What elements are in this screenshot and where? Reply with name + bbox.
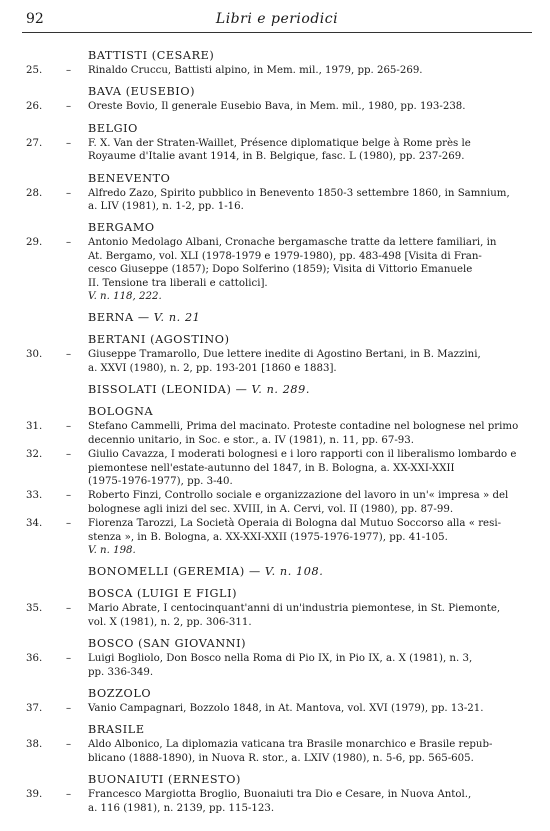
entry-text	[88, 64, 532, 77]
entry-line: bolognese agli inizi del sec. XVIII, in A. Cervi, vol. II (1980), pp. 87-99.	[88, 503, 454, 515]
entry-line: II. Tensione tra liberali e cattolici].	[88, 277, 268, 289]
bibliography-entry	[22, 738, 532, 765]
entry-number: 28.	[26, 187, 43, 199]
section-heading-text: BISSOLATI (LEONIDA)	[88, 383, 232, 397]
bibliography-section	[22, 586, 532, 629]
entry-line: Roberto Finzi, Controllo sociale e organizzazione del lavoro in un'« impresa » del	[88, 490, 509, 502]
running-title: Libri e periodici	[215, 11, 339, 27]
section-heading	[88, 772, 532, 787]
entry-number: 33.	[26, 490, 43, 502]
section-heading	[88, 332, 532, 347]
page-header	[22, 8, 532, 33]
bibliography-section	[22, 332, 532, 375]
cross-reference: — V. n. 108.	[244, 565, 324, 579]
entry-number: 36.	[26, 653, 43, 665]
entry-line: Royaume d'Italie avant 1914, in B. Belgique, fasc. L (1980), pp. 237-269.	[88, 151, 465, 163]
entry-line: Luigi Bogliolo, Don Bosco nella Roma di Pio IX, in Pio IX, a. X (1981), n. 3,	[88, 653, 473, 665]
bibliography-section	[22, 686, 532, 715]
entry-text	[88, 602, 532, 629]
bibliography-entry	[22, 420, 532, 447]
entry-number: 34.	[26, 518, 43, 530]
section-heading	[88, 404, 532, 419]
entry-text	[88, 187, 532, 214]
entry-line: Vanio Campagnari, Bozzolo 1848, in At. Mantova, vol. XVI (1979), pp. 13-21.	[88, 702, 484, 714]
bibliography-entry	[22, 448, 532, 488]
entry-number: 35.	[26, 603, 43, 615]
section-heading	[88, 636, 532, 651]
bibliography-entry	[22, 236, 532, 303]
bibliography-section	[22, 722, 532, 765]
bibliography-section	[22, 636, 532, 679]
section-heading	[88, 382, 532, 397]
page-number: 92	[26, 11, 44, 27]
entry-line: Francesco Margiotta Broglio, Buonaiuti tra Dio e Cesare, in Nuova Antol.,	[88, 789, 472, 801]
entry-text	[88, 236, 532, 303]
entry-number: 37.	[26, 702, 43, 714]
entry-dash: –	[66, 702, 72, 714]
entry-line: V. n. 118, 222.	[88, 291, 162, 303]
bibliography-entry	[22, 100, 532, 113]
entry-line: a. XXVI (1980), n. 2, pp. 193-201 [1860 e 1883].	[88, 362, 337, 374]
cross-reference: — V. n. 21	[133, 311, 201, 325]
bibliography-list	[22, 48, 532, 822]
entry-line: vol. X (1981), n. 2, pp. 306-311.	[88, 616, 252, 628]
bibliography-section	[22, 382, 532, 397]
entry-line: Oreste Bovio, Il generale Eusebio Bava, in Mem. mil., 1980, pp. 193-238.	[88, 101, 466, 113]
entry-dash: –	[66, 789, 72, 801]
bibliography-entry	[22, 489, 532, 516]
section-heading	[88, 48, 532, 63]
entry-dash: –	[66, 237, 72, 249]
entry-dash: –	[66, 187, 72, 199]
entry-dash: –	[66, 101, 72, 113]
entry-text	[88, 738, 532, 765]
entry-line: Aldo Albonico, La diplomazia vaticana tra Brasile monarchico e Brasile repub-	[88, 739, 493, 751]
entry-line: Mario Abrate, I centocinquant'anni di un'industria piemontese, in St. Piemonte,	[88, 603, 501, 615]
entry-line: Giulio Cavazza, I moderati bolognesi e i loro rapporti con il liberalismo lombardo e	[88, 449, 517, 461]
bibliography-entry	[22, 788, 532, 815]
bibliography-entry	[22, 64, 532, 77]
entry-line: (1975-1976-1977), pp. 3-40.	[88, 475, 233, 487]
section-heading-text: BUONAIUTI (ERNESTO)	[88, 773, 241, 787]
bibliography-section	[22, 84, 532, 113]
section-heading-text: BOLOGNA	[88, 405, 154, 419]
entry-number: 31.	[26, 421, 43, 433]
entry-text	[88, 448, 532, 488]
section-heading-text: BERGAMO	[88, 221, 155, 235]
section-heading	[88, 586, 532, 601]
entry-line: a. LIV (1981), n. 1-2, pp. 1-16.	[88, 201, 244, 213]
entry-dash: –	[66, 490, 72, 502]
entry-text	[88, 100, 532, 113]
section-heading-text: BERTANI (AGOSTINO)	[88, 333, 230, 347]
section-heading	[88, 564, 532, 579]
entry-line: At. Bergamo, vol. XLI (1978-1979 e 1979-1980), pp. 483-498 [Visita di Fran-	[88, 250, 482, 262]
entry-number: 27.	[26, 137, 43, 149]
entry-number: 25.	[26, 65, 43, 76]
bibliography-section	[22, 48, 532, 77]
bibliography-entry	[22, 348, 532, 375]
section-heading	[88, 310, 532, 325]
entry-dash: –	[66, 65, 72, 76]
entry-line: decennio unitario, in Soc. e stor., a. IV (1981), n. 11, pp. 67-93.	[88, 434, 414, 446]
bibliography-section	[22, 121, 532, 164]
entry-line: V. n. 198.	[88, 544, 136, 556]
bibliography-entry	[22, 517, 532, 557]
bibliography-section	[22, 564, 532, 579]
cross-reference: — V. n. 289.	[231, 383, 310, 397]
entry-number: 26.	[26, 101, 43, 113]
entry-line: Fiorenza Tarozzi, La Società Operaia di Bologna dal Mutuo Soccorso alla « resi-	[88, 518, 502, 530]
entry-text	[88, 420, 532, 447]
entry-line: F. X. Van der Straten-Waillet, Présence diplomatique belge à Rome près le	[88, 137, 471, 149]
section-heading-text: BERNA	[88, 311, 134, 325]
section-heading	[88, 722, 532, 737]
entry-dash: –	[66, 449, 72, 461]
entry-number: 29.	[26, 237, 43, 249]
bibliography-entry	[22, 187, 532, 214]
section-heading-text: BONOMELLI (GEREMIA)	[88, 565, 245, 579]
section-heading	[88, 686, 532, 701]
entry-dash: –	[66, 739, 72, 751]
entry-line: Stefano Cammelli, Prima del macinato. Proteste contadine nel bolognese nel primo	[88, 421, 519, 433]
bibliography-entry	[22, 702, 532, 715]
bibliography-entry	[22, 137, 532, 164]
bibliography-entry	[22, 602, 532, 629]
entry-text	[88, 137, 532, 164]
entry-number: 38.	[26, 739, 43, 751]
entry-line: stenza », in B. Bologna, a. XX-XXI-XXII (1975-1976-1977), pp. 41-105.	[88, 531, 448, 543]
entry-dash: –	[66, 421, 72, 433]
section-heading-text: BAVA (EUSEBIO)	[88, 85, 196, 99]
bibliography-section	[22, 772, 532, 815]
section-heading-text: BENEVENTO	[88, 171, 171, 185]
entry-dash: –	[66, 653, 72, 665]
entry-dash: –	[66, 137, 72, 149]
entry-number: 32.	[26, 449, 43, 461]
entry-line: Antonio Medolago Albani, Cronache bergamasche tratte da lettere familiari, in	[88, 237, 497, 249]
entry-number: 39.	[26, 789, 43, 801]
bibliography-section	[22, 220, 532, 303]
section-heading	[88, 220, 532, 235]
entry-dash: –	[66, 603, 72, 615]
entry-line: blicano (1888-1890), in Nuova R. stor., a. LXIV (1980), n. 5-6, pp. 565-605.	[88, 752, 474, 764]
entry-line: Giuseppe Tramarollo, Due lettere inedite di Agostino Bertani, in B. Mazzini,	[88, 349, 481, 361]
section-heading-text: BOZZOLO	[88, 686, 152, 700]
section-heading	[88, 121, 532, 136]
section-heading	[88, 171, 532, 186]
entry-line: pp. 336-349.	[88, 666, 154, 678]
entry-dash: –	[66, 518, 72, 530]
bibliography-section	[22, 404, 532, 557]
entry-text	[88, 517, 532, 557]
entry-line: a. 116 (1981), n. 2139, pp. 115-123.	[88, 802, 275, 814]
entry-dash: –	[66, 349, 72, 361]
section-heading-text: BRASILE	[88, 723, 145, 737]
entry-number: 30.	[26, 349, 43, 361]
bibliography-section	[22, 171, 532, 214]
bibliography-section	[22, 310, 532, 325]
section-heading	[88, 84, 532, 99]
entry-line: Rinaldo Cruccu, Battisti alpino, in Mem. mil., 1979, pp. 265-269.	[88, 65, 423, 76]
section-heading-text: BOSCO (SAN GIOVANNI)	[88, 637, 247, 651]
entry-text	[88, 652, 532, 679]
entry-text	[88, 489, 532, 516]
section-heading-text: BOSCA (LUIGI E FIGLI)	[88, 587, 238, 601]
entry-line: cesco Giuseppe (1857); Dopo Solferino (1859); Visita di Vittorio Emanuele	[88, 264, 473, 276]
section-heading-text: BATTISTI (CESARE)	[88, 49, 215, 62]
entry-line: piemontese nell'estate-autunno del 1847, in B. Bologna, a. XX-XXI-XXII	[88, 462, 455, 474]
entry-text	[88, 702, 532, 715]
entry-text	[88, 788, 532, 815]
section-heading-text: BELGIO	[88, 121, 138, 135]
entry-text	[88, 348, 532, 375]
entry-line: Alfredo Zazo, Spirito pubblico in Benevento 1850-3 settembre 1860, in Samnium,	[88, 187, 510, 199]
bibliography-entry	[22, 652, 532, 679]
